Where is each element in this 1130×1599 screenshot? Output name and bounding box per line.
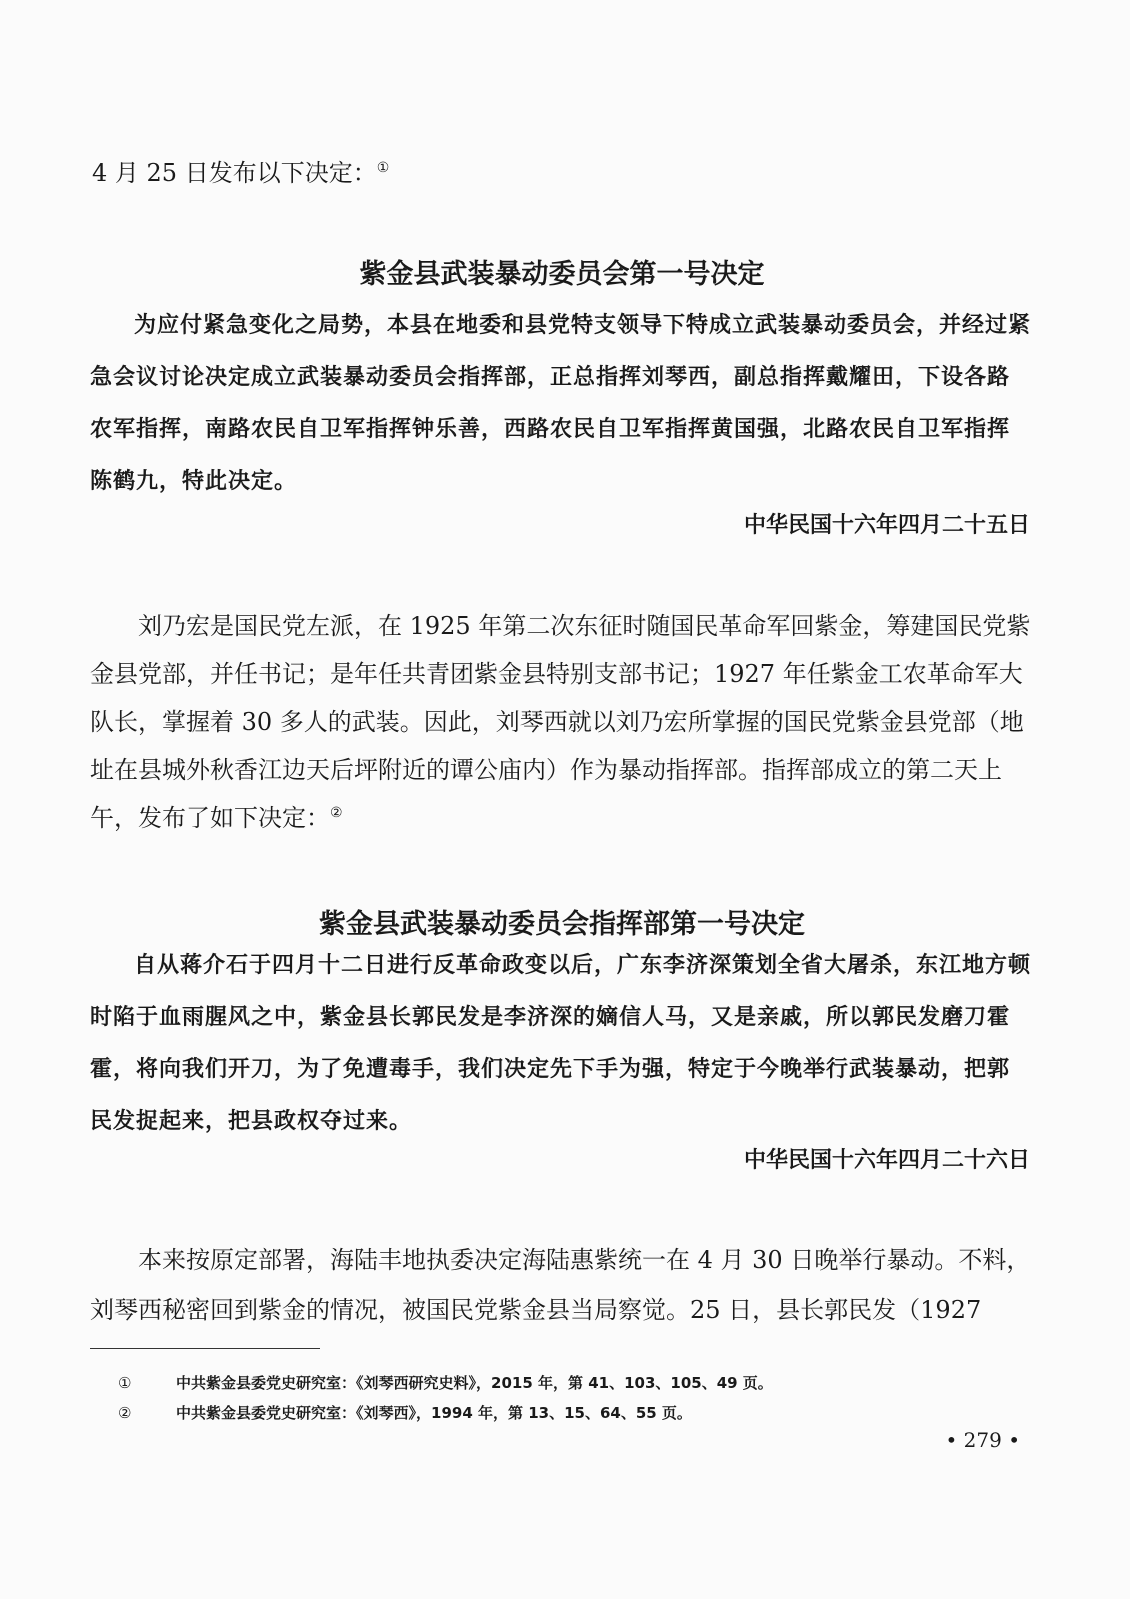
footnote-1 <box>90 1368 1030 1398</box>
paragraph-2 <box>90 602 1032 842</box>
decision1-body: 为应付紧急变化之局势，本县在地委和县党特支领导下特成立武装暴动委员会，并经过紧急会议讨论决定成立武装暴动委员会指挥部，正总指挥刘琴西，副总指挥戴耀田，下设各路农军指挥，南路农民自卫军指挥钟乐善，西路农民自卫军指挥黄国强，北路农民自卫军指挥陈鹤九，特此决定。 <box>90 313 1032 494</box>
decision2-title: 紫金县武装暴动委员会指挥部第一号决定 <box>319 909 805 940</box>
paragraph-2-text: 刘乃宏是国民党左派，在 1925 年第二次东征时随国民革命军回紫金，筹建国民党紫金县党部，并任书记；是年任共青团紫金县特别支部书记；1927 年任紫金工农革命军大队长，掌握着 30 多人的武装。因此，刘琴西就以刘乃宏所掌握的国民党紫金县党部（地址在县城外秋香江边天后坪附近的谭公庙内）作为暴动指挥部。指挥部成立的第二天上午，发布了如下决定： <box>90 612 1031 832</box>
page-number: • 279 • <box>945 1428 1020 1452</box>
footnote-ref-1: ① <box>376 160 390 176</box>
footnote-2-mark: ② <box>118 1404 132 1422</box>
footnote-2 <box>90 1398 1030 1428</box>
footnote-rule <box>90 1348 320 1349</box>
intro-line <box>92 150 1032 196</box>
footnote-1-mark: ① <box>118 1374 132 1392</box>
decision2-body: 自从蒋介石于四月十二日进行反革命政变以后，广东李济深策划全省大屠杀，东江地方顿时陷于血雨腥风之中，紫金县长郭民发是李济深的嫡信人马，又是亲戚，所以郭民发磨刀霍霍，将向我们开刀，为了免遭毒手，我们决定先下手为强，特定于今晚举行武装暴动，把郭民发捉起来，把县政权夺过来。 <box>90 953 1032 1134</box>
decision2-date: 中华民国十六年四月二十六日 <box>743 1148 1030 1173</box>
intro-text: 4 月 25 日发布以下决定： <box>92 159 377 187</box>
footnotes <box>90 1368 1030 1428</box>
paragraph-3: 本来按原定部署，海陆丰地执委决定海陆惠紫统一在 4 月 30 日晚举行暴动。不料，刘琴西秘密回到紫金的情况，被国民党紫金县当局察觉。25 日，县长郭民发（1927 <box>90 1246 1031 1324</box>
footnote-ref-2: ② <box>330 805 343 821</box>
footnote-1-text: 中共紫金县委党史研究室：《刘琴西研究史料》，2015 年，第 41、103、105、49 页。 <box>176 1374 773 1392</box>
decision1-date: 中华民国十六年四月二十五日 <box>743 513 1030 538</box>
footnote-2-text: 中共紫金县委党史研究室：《刘琴西》，1994 年，第 13、15、64、55 页。 <box>176 1404 692 1422</box>
decision1-title: 紫金县武装暴动委员会第一号决定 <box>359 259 765 290</box>
